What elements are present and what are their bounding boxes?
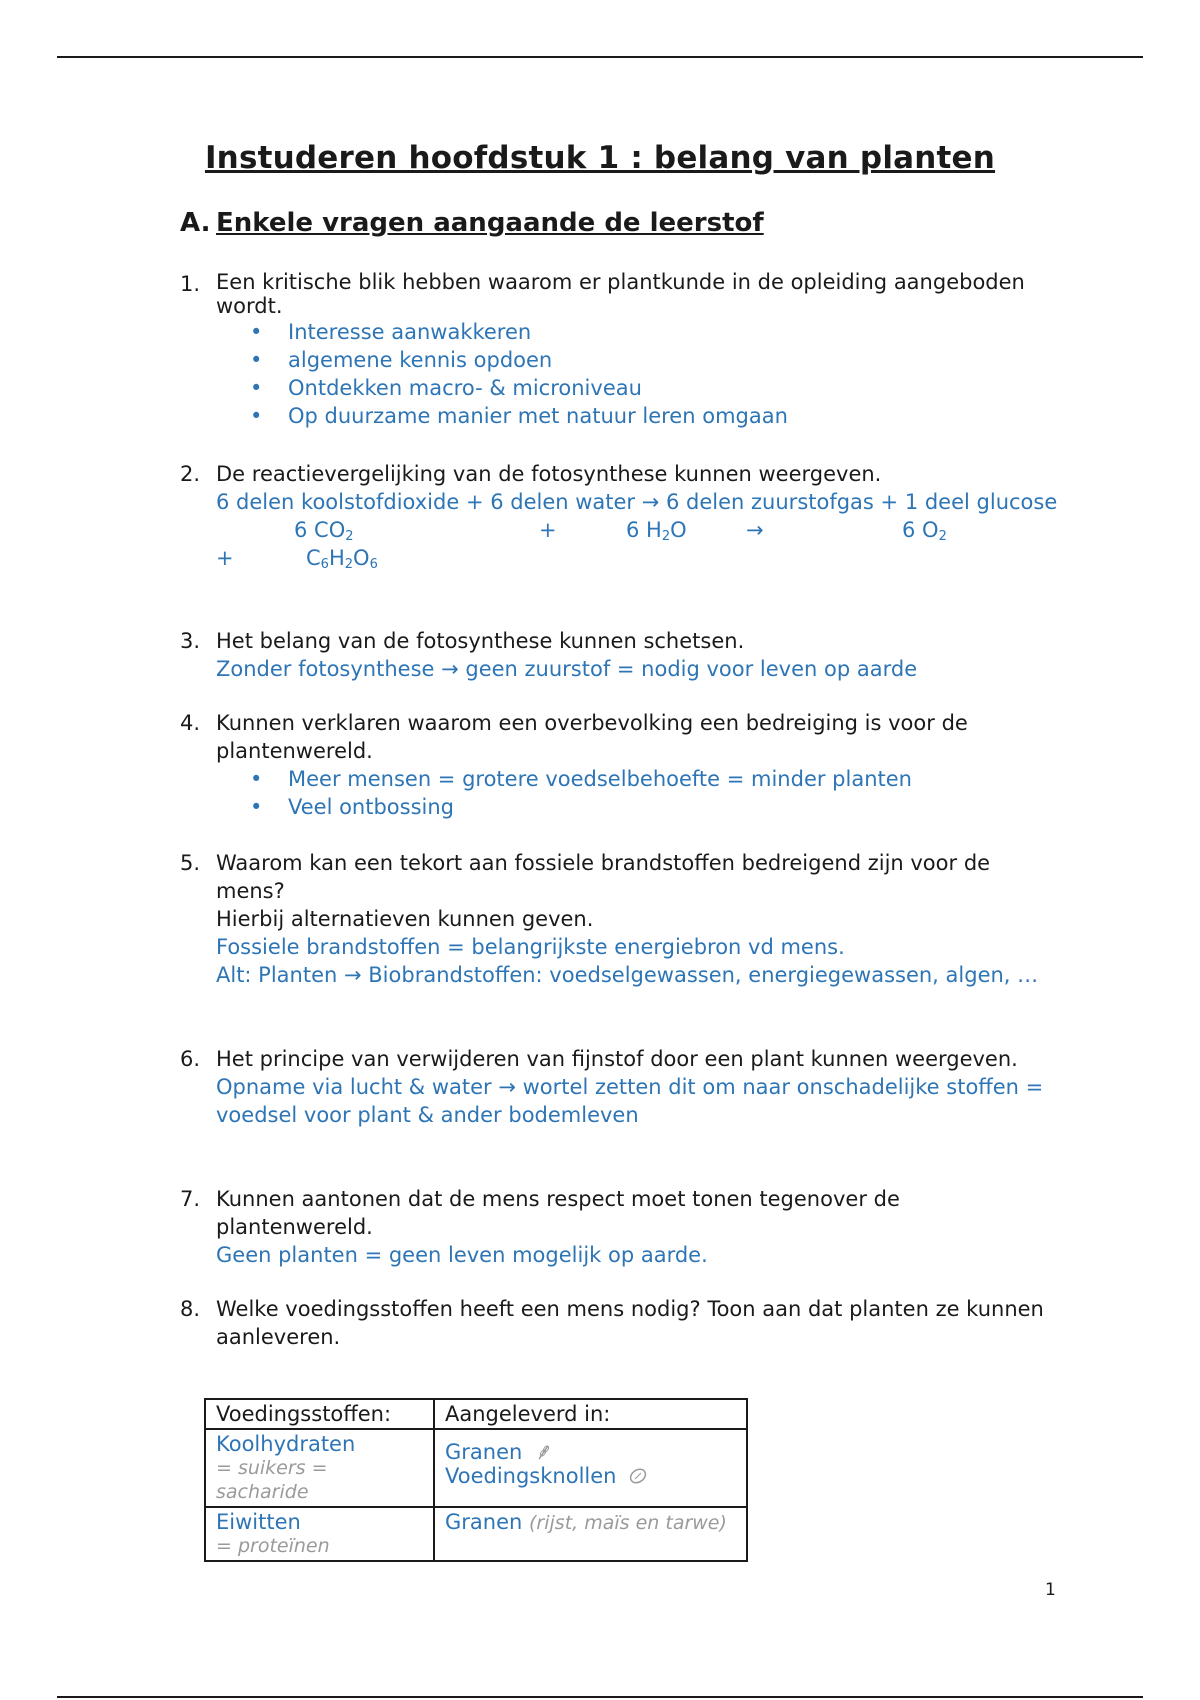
question-3 xyxy=(180,627,1060,683)
table-header: Aangeleverd in: xyxy=(434,1399,747,1429)
table-cell: Granen (rijst, maïs en tarwe) xyxy=(434,1507,747,1561)
question-number: 1. xyxy=(180,272,201,296)
question-number: 4. xyxy=(180,711,201,735)
question-text: Waarom kan een tekort aan fossiele brandstoffen bedreigend zijn voor de mens? xyxy=(216,851,991,903)
table-row xyxy=(205,1429,747,1507)
question-number: 6. xyxy=(180,1047,201,1071)
list-item: • Ontdekken macro- & microniveau xyxy=(250,376,642,400)
grain-icon xyxy=(535,1443,553,1461)
table-row xyxy=(205,1507,747,1561)
equation-line xyxy=(180,544,1060,572)
question-number: 7. xyxy=(180,1187,201,1211)
tuber-icon xyxy=(629,1467,647,1485)
question-text: Kunnen aantonen dat de mens respect moet tonen tegenover de plantenwereld. xyxy=(216,1187,900,1239)
bullet-icon: • xyxy=(250,795,263,819)
list-item: • Meer mensen = grotere voedselbehoefte = minder planten xyxy=(250,767,912,791)
question-text: Welke voedingsstoffen heeft een mens nodig? Toon aan dat planten ze kunnen aanleveren. xyxy=(216,1297,1044,1349)
answer-text: Geen planten = geen leven mogelijk op aarde. xyxy=(216,1243,708,1267)
bullet-icon: • xyxy=(250,348,263,372)
equation-line xyxy=(216,516,1060,544)
list-item: • Interesse aanwakkeren xyxy=(250,320,532,344)
question-text: Kunnen verklaren waarom een overbevolking een bedreiging is voor de plantenwereld. xyxy=(216,711,968,763)
question-2 xyxy=(180,460,1060,572)
cell-note: = suikers = sacharide xyxy=(216,1457,328,1503)
cell-note: = proteïnen xyxy=(216,1535,330,1557)
answer-text: Zonder fotosynthese → geen zuurstof = nodig voor leven op aarde xyxy=(216,657,918,681)
table-cell: Granen Voedingsknollen xyxy=(434,1429,747,1507)
question-number: 5. xyxy=(180,851,201,875)
question-number: 8. xyxy=(180,1297,201,1321)
table-header-row xyxy=(205,1399,747,1429)
equation-co2: 6 $CO_2$ xyxy=(294,518,354,544)
question-5 xyxy=(180,849,1060,989)
question-4 xyxy=(180,709,1060,821)
question-text-2: Hierbij alternatieven kunnen geven. xyxy=(216,907,594,931)
bullet-icon: • xyxy=(250,376,263,400)
bottom-rule xyxy=(57,1696,1143,1698)
answer-list xyxy=(216,318,1060,430)
equation-plus: + xyxy=(539,518,557,542)
equation-arrow: → xyxy=(746,518,764,542)
question-text: Het principe van verwijderen van fijnstof door een plant kunnen weergeven. xyxy=(216,1047,1018,1071)
top-rule xyxy=(57,56,1143,58)
list-item: • Op duurzame manier met natuur leren omgaan xyxy=(250,404,788,428)
answer-text: 6 delen koolstofdioxide + 6 delen water → 6 delen zuurstofgas + 1 deel glucose xyxy=(216,490,1058,514)
question-number: 3. xyxy=(180,629,201,653)
page-number: 1 xyxy=(1045,1580,1056,1600)
question-7 xyxy=(180,1185,1060,1269)
nutrients-table xyxy=(204,1398,748,1562)
bullet-icon: • xyxy=(250,767,263,791)
question-1 xyxy=(180,270,1060,430)
answer-text: Fossiele brandstoffen = belangrijkste energiebron vd mens. xyxy=(216,935,845,959)
equation-plus: + xyxy=(216,546,234,570)
section-title: Enkele vragen aangaande de leerstof xyxy=(216,208,764,238)
question-number: 2. xyxy=(180,462,201,486)
answer-list xyxy=(216,765,1060,821)
section-letter: A. xyxy=(180,208,211,238)
cell-note: (rijst, maïs en tarwe) xyxy=(529,1512,727,1534)
section-heading xyxy=(180,208,764,238)
question-text: Een kritische blik hebben waarom er plantkunde in de opleiding aangeboden wordt. xyxy=(216,270,1025,318)
equation-h2o: 6 $H_2O$ xyxy=(626,518,687,544)
question-text: De reactievergelijking van de fotosynthese kunnen weergeven. xyxy=(216,462,882,486)
bullet-icon: • xyxy=(250,404,263,428)
list-item: • algemene kennis opdoen xyxy=(250,348,553,372)
table-cell: Koolhydraten = suikers = sacharide xyxy=(205,1429,434,1507)
list-item: • Veel ontbossing xyxy=(250,795,455,819)
question-8 xyxy=(180,1295,1060,1351)
page-title: Instuderen hoofdstuk 1 : belang van planten xyxy=(204,140,996,176)
answer-text-2: Alt: Planten → Biobrandstoffen: voedselgewassen, energiegewassen, algen, … xyxy=(216,963,1039,987)
equation-o2: 6 $O_2$ xyxy=(902,518,947,544)
bullet-icon: • xyxy=(250,320,263,344)
table-cell: Eiwitten = proteïnen xyxy=(205,1507,434,1561)
answer-text: Opname via lucht & water → wortel zetten dit om naar onschadelijke stoffen = voedsel voor plant & ander bodemleven xyxy=(216,1075,1044,1127)
table-header: Voedingsstoffen: xyxy=(205,1399,434,1429)
question-text: Het belang van de fotosynthese kunnen schetsen. xyxy=(216,629,745,653)
question-6 xyxy=(180,1045,1060,1129)
equation-glucose: $C_6H_2O_6$ xyxy=(306,546,378,572)
